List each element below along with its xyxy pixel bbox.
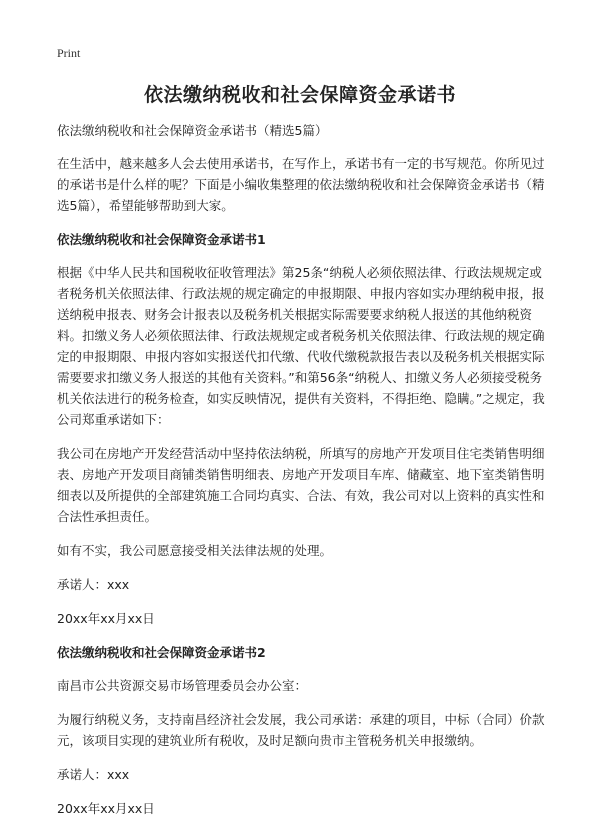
- section-2-paragraph-2: 为履行纳税义务，支持南昌经济社会发展，我公司承诺：承建的项目，中标（合同）价款 元，该项目实现的建筑业所有税收，及时足额向贵市主管税务机关申报缴纳。: [57, 712, 545, 748]
- section-2-date: 20xx年xx月xx日: [57, 801, 155, 816]
- section-heading-2: 依法缴纳税收和社会保障资金承诺书2: [57, 645, 266, 660]
- section-1-paragraph-2: 我公司在房地产开发经营活动中坚持依法纳税，所填写的房地产开发项目住宅类销售明细表、房地产开发项目商铺类销售明细表、房地产开发项目车库、储藏室、地下室类销售明细表以及所提供的全部建筑施工合同均真实、合法、有效，我公司对以上资料的真实性和合法性承担责任。: [57, 446, 545, 524]
- section-1-date: 20xx年xx月xx日: [57, 611, 155, 626]
- intro-paragraph: 在生活中，越来越多人会去使用承诺书，在写作上，承诺书有一定的书写规范。你所见过的承诺书是什么样的呢？下面是小编收集整理的依法缴纳税收和社会保障资金承诺书（精选5篇），希望能够帮助到大家。: [57, 156, 545, 213]
- document-body: [57, 120, 547, 832]
- section-heading-1: 依法缴纳税收和社会保障资金承诺书1: [57, 232, 266, 247]
- section-1-signer: 承诺人：xxx: [57, 577, 130, 592]
- print-link[interactable]: Print: [57, 46, 81, 60]
- section-1-paragraph-3: 如有不实，我公司愿意接受相关法律法规的处理。: [57, 543, 333, 558]
- page-title: 依法缴纳税收和社会保障资金承诺书: [143, 84, 456, 106]
- section-1-paragraph-1: 根据《中华人民共和国税收征收管理法》第25条“纳税人必须依照法律、行政法规规定或者税务机关依照法律、行政法规的规定确定的申报期限、申报内容如实办理纳税申报，报送纳税申报表、财务会计报表以及税务机关根据实际需要要求纳税人报送的其他纳税资料。扣缴义务人必须依照法律、行政法规规定或者税务机关依照法律、行政法规的规定确定的申报期限、申报内容如实报送代扣代缴、代收代缴税款报告表以及税务机关根据实际需要要求扣缴义务人报送的其他有关资料。”和第56条“纳税人、扣缴义务人必须接受税务机关依法进行的税务检查，如实反映情况，提供有关资料，不得拒绝、隐瞒。”之规定，我公司郑重承诺如下：: [57, 265, 545, 427]
- section-2-paragraph-1: 南昌市公共资源交易市场管理委员会办公室：: [57, 678, 308, 693]
- subtitle: 依法缴纳税收和社会保障资金承诺书（精选5篇）: [57, 123, 328, 138]
- section-2-signer: 承诺人：xxx: [57, 767, 130, 782]
